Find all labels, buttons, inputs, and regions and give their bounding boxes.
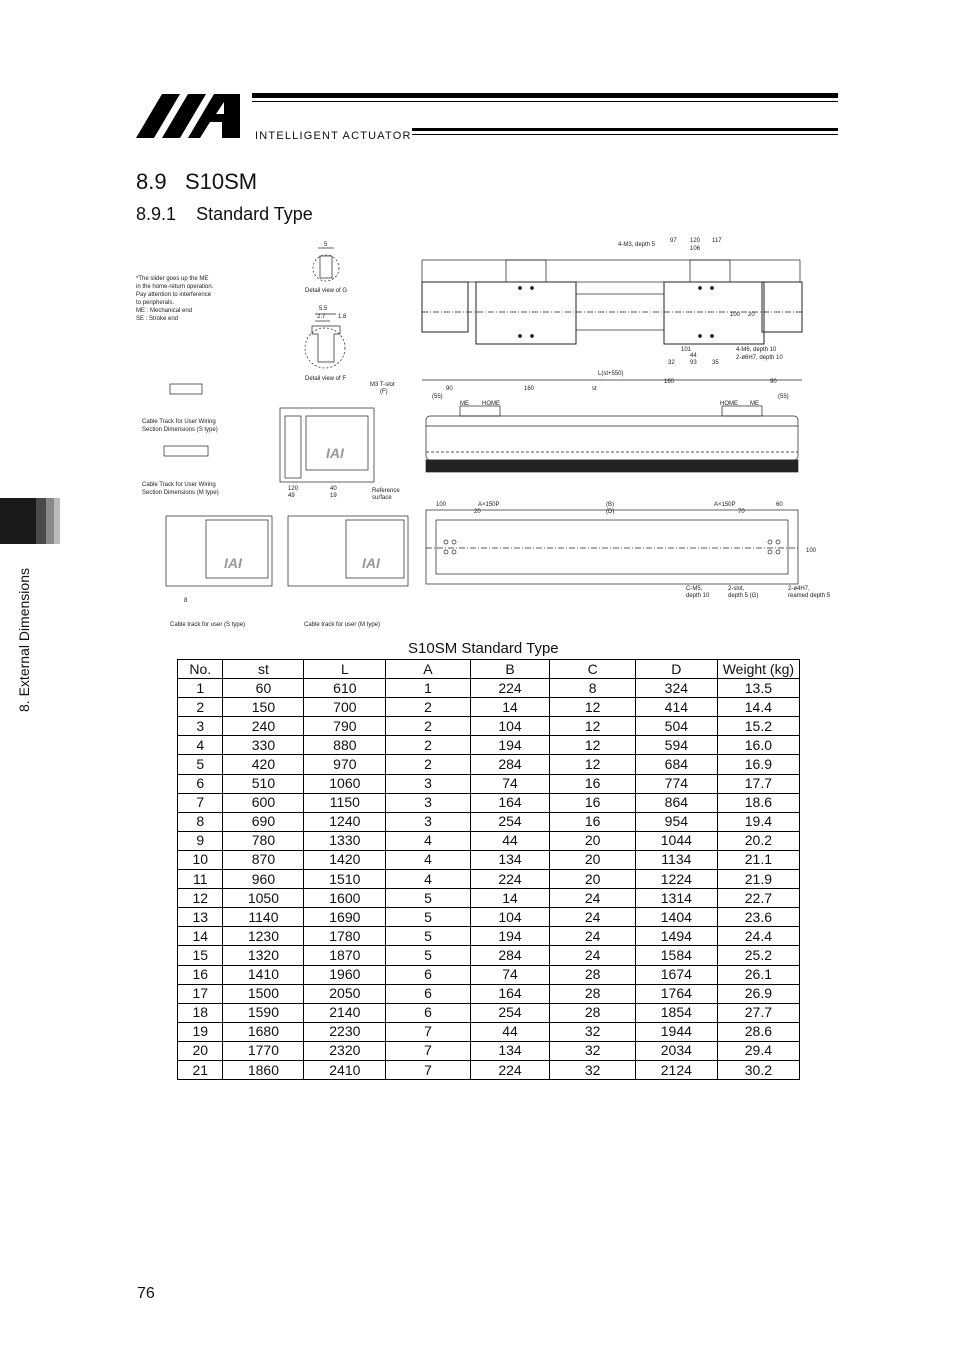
note-line: *The slider goes up the ME [136, 276, 209, 282]
table-cell: 1134 [635, 850, 717, 869]
table-cell: 2410 [304, 1060, 386, 1079]
table-cell: 2034 [635, 1041, 717, 1060]
table-cell: 1230 [223, 927, 304, 946]
svg-text:70: 70 [738, 509, 745, 515]
table-cell: 29.4 [717, 1041, 799, 1060]
table-cell: 2 [386, 736, 470, 755]
table-row [178, 927, 800, 946]
table-row [178, 946, 800, 965]
table-row [178, 793, 800, 812]
svg-text:(55): (55) [432, 394, 443, 400]
spec-table [177, 659, 800, 1080]
table-cell: 23.6 [717, 908, 799, 927]
svg-text:20: 20 [748, 312, 755, 318]
svg-text:IAI: IAI [362, 555, 380, 571]
table-cell: 1860 [223, 1060, 304, 1079]
detail-view-g [305, 242, 347, 294]
table-cell: 1140 [223, 908, 304, 927]
svg-text:HOME: HOME [720, 401, 738, 407]
table-row [178, 698, 800, 717]
table-cell: 16.9 [717, 755, 799, 774]
table-cell: 7 [178, 793, 223, 812]
table-cell: 104 [470, 717, 550, 736]
table-cell: 1674 [635, 965, 717, 984]
table-cell: 1600 [304, 889, 386, 908]
table-cell: 194 [470, 927, 550, 946]
column-header: Weight (kg) [717, 660, 799, 679]
svg-text:49: 49 [288, 493, 295, 499]
table-cell: 690 [223, 812, 304, 831]
table-cell: 20 [178, 1041, 223, 1060]
column-header: st [223, 660, 304, 679]
svg-text:20: 20 [474, 509, 481, 515]
table-cell: 1770 [223, 1041, 304, 1060]
table-cell: 284 [470, 755, 550, 774]
svg-text:depth 10: depth 10 [686, 593, 710, 599]
table-cell: 26.9 [717, 984, 799, 1003]
svg-text:90: 90 [770, 379, 777, 385]
table-cell: 6 [386, 965, 470, 984]
table-cell: 24 [550, 908, 635, 927]
table-cell: 5 [386, 889, 470, 908]
table-row [178, 908, 800, 927]
svg-text:160: 160 [664, 379, 675, 385]
table-cell: 1494 [635, 927, 717, 946]
table-cell: 13 [178, 908, 223, 927]
svg-text:Section Dimensions (M type): Section Dimensions (M type) [142, 490, 219, 496]
table-body [178, 679, 800, 1080]
table-cell: 44 [470, 1022, 550, 1041]
table-cell: 420 [223, 755, 304, 774]
svg-text:Detail view of F: Detail view of F [305, 376, 347, 382]
table-cell: 164 [470, 984, 550, 1003]
table-cell: 24 [550, 889, 635, 908]
table-cell: 1780 [304, 927, 386, 946]
table-cell: 780 [223, 831, 304, 850]
table-cell: 284 [470, 946, 550, 965]
table-cell: 7 [386, 1060, 470, 1079]
table-row [178, 774, 800, 793]
table-cell: 12 [550, 717, 635, 736]
table-cell: 134 [470, 1041, 550, 1060]
svg-text:35: 35 [712, 360, 719, 366]
table-cell: 1420 [304, 850, 386, 869]
table-cell: 510 [223, 774, 304, 793]
svg-text:(F): (F) [380, 389, 388, 395]
svg-text:Cable Track for User Wiring: Cable Track for User Wiring [142, 482, 216, 488]
svg-text:106: 106 [690, 246, 701, 252]
svg-text:Cable track for user (M type): Cable track for user (M type) [304, 622, 381, 628]
svg-text:IAI: IAI [326, 445, 344, 461]
table-cell: 1944 [635, 1022, 717, 1041]
cross-section [280, 382, 400, 501]
table-cell: 1060 [304, 774, 386, 793]
note-line: ME : Mechanical end [136, 308, 193, 314]
table-cell: 880 [304, 736, 386, 755]
svg-text:(B): (B) [606, 502, 614, 508]
header-rule-bottom [412, 128, 838, 131]
table-cell: 21 [178, 1060, 223, 1079]
table-cell: 3 [386, 793, 470, 812]
drawing-notes [136, 276, 214, 322]
table-cell: 1330 [304, 831, 386, 850]
table-row [178, 965, 800, 984]
table-cell: 2140 [304, 1003, 386, 1022]
table-cell: 28 [550, 1003, 635, 1022]
table-cell: 6 [386, 984, 470, 1003]
svg-text:120: 120 [690, 238, 701, 244]
svg-text:19: 19 [330, 493, 337, 499]
table-cell: 224 [470, 870, 550, 889]
table-cell: 1 [178, 679, 223, 698]
table-cell: 4 [386, 831, 470, 850]
table-cell: 12 [550, 698, 635, 717]
table-cell: 16 [178, 965, 223, 984]
table-cell: 7 [386, 1041, 470, 1060]
table-cell: 20.2 [717, 831, 799, 850]
table-cell: 324 [635, 679, 717, 698]
svg-text:93: 93 [690, 360, 697, 366]
svg-text:Reference: Reference [372, 488, 400, 494]
table-cell: 954 [635, 812, 717, 831]
svg-text:97: 97 [670, 238, 677, 244]
svg-text:reamed depth 5: reamed depth 5 [788, 593, 831, 599]
svg-text:C-M5,: C-M5, [686, 586, 703, 592]
table-cell: 30.2 [717, 1060, 799, 1079]
table-cell: 254 [470, 1003, 550, 1022]
table-row [178, 831, 800, 850]
svg-text:60: 60 [776, 502, 783, 508]
table-cell: 28 [550, 965, 635, 984]
svg-text:120: 120 [288, 486, 299, 492]
side-tab-shade-1 [36, 498, 46, 544]
table-cell: 414 [635, 698, 717, 717]
table-cell: 19.4 [717, 812, 799, 831]
table-cell: 194 [470, 736, 550, 755]
svg-text:Cable Track for User Wiring: Cable Track for User Wiring [142, 419, 216, 425]
svg-text:100: 100 [436, 502, 447, 508]
table-cell: 60 [223, 679, 304, 698]
svg-text:100: 100 [730, 312, 741, 318]
svg-text:L(st+550): L(st+550) [598, 371, 624, 377]
svg-text:Section Dimensions (S type): Section Dimensions (S type) [142, 427, 218, 433]
table-cell: 254 [470, 812, 550, 831]
svg-text:2-ø4H7,: 2-ø4H7, [788, 586, 810, 592]
svg-text:M3 T-slot: M3 T-slot [370, 382, 395, 388]
table-cell: 3 [178, 717, 223, 736]
svg-text:2.7: 2.7 [317, 314, 326, 320]
svg-text:ME: ME [460, 401, 469, 407]
table-cell: 504 [635, 717, 717, 736]
header-rule-top [252, 93, 838, 98]
table-row [178, 679, 800, 698]
table-cell: 960 [223, 870, 304, 889]
note-line: in the home-return operation. [136, 284, 214, 290]
table-cell: 104 [470, 908, 550, 927]
table-cell: 2230 [304, 1022, 386, 1041]
table-cell: 12 [178, 889, 223, 908]
table-cell: 2050 [304, 984, 386, 1003]
table-cell: 2124 [635, 1060, 717, 1079]
table-cell: 32 [550, 1022, 635, 1041]
table-cell: 1044 [635, 831, 717, 850]
table-cell: 1854 [635, 1003, 717, 1022]
side-tab-shade-2 [46, 498, 54, 544]
column-header: B [470, 660, 550, 679]
table-cell: 1584 [635, 946, 717, 965]
table-cell: 1590 [223, 1003, 304, 1022]
table-cell: 700 [304, 698, 386, 717]
side-tab-label: 8. External Dimensions [16, 568, 32, 712]
table-cell: 2320 [304, 1041, 386, 1060]
svg-text:5.5: 5.5 [319, 306, 328, 312]
svg-text:(D): (D) [606, 509, 615, 515]
svg-text:101: 101 [681, 347, 692, 353]
table-cell: 1410 [223, 965, 304, 984]
svg-text:st: st [592, 386, 597, 392]
table-cell: 17.7 [717, 774, 799, 793]
table-cell: 1 [386, 679, 470, 698]
table-cell: 18 [178, 1003, 223, 1022]
table-cell: 1150 [304, 793, 386, 812]
table-row [178, 850, 800, 869]
table-cell: 28 [550, 984, 635, 1003]
table-cell: 2 [386, 717, 470, 736]
table-cell: 1960 [304, 965, 386, 984]
table-row [178, 812, 800, 831]
column-header: A [386, 660, 470, 679]
top-view [422, 238, 802, 366]
side-tab-shade-3 [54, 498, 60, 544]
svg-text:2-ø6H7, depth 10: 2-ø6H7, depth 10 [736, 355, 783, 361]
table-cell: 27.7 [717, 1003, 799, 1022]
table-row [178, 717, 800, 736]
table-cell: 20 [550, 870, 635, 889]
table-cell: 14 [470, 889, 550, 908]
table-cell: 22.7 [717, 889, 799, 908]
svg-text:Cable track for user (S type): Cable track for user (S type) [170, 622, 246, 628]
svg-text:5: 5 [324, 242, 328, 248]
note-line: to peripherals. [136, 300, 175, 306]
table-cell: 26.1 [717, 965, 799, 984]
table-cell: 20 [550, 831, 635, 850]
table-cell: 3 [386, 812, 470, 831]
table-cell: 1690 [304, 908, 386, 927]
table-cell: 164 [470, 793, 550, 812]
column-header: No. [178, 660, 223, 679]
svg-text:160: 160 [524, 386, 535, 392]
svg-text:44: 44 [690, 353, 697, 359]
svg-text:40: 40 [330, 486, 337, 492]
table-cell: 2 [178, 698, 223, 717]
svg-text:117: 117 [712, 238, 722, 244]
table-cell: 5 [386, 927, 470, 946]
table-cell: 1510 [304, 870, 386, 889]
svg-text:Detail view of G: Detail view of G [305, 288, 348, 294]
table-cell: 224 [470, 679, 550, 698]
table-cell: 1404 [635, 908, 717, 927]
table-cell: 5 [178, 755, 223, 774]
svg-text:depth 5 (G): depth 5 (G) [728, 593, 759, 599]
detail-view-f [305, 306, 347, 382]
table-cell: 594 [635, 736, 717, 755]
table-cell: 150 [223, 698, 304, 717]
table-cell: 610 [304, 679, 386, 698]
table-cell: 21.1 [717, 850, 799, 869]
table-cell: 12 [550, 736, 635, 755]
table-cell: 1320 [223, 946, 304, 965]
table-cell: 2 [386, 698, 470, 717]
svg-text:surface: surface [372, 495, 392, 501]
svg-text:4-M3, depth 5: 4-M3, depth 5 [618, 242, 656, 248]
table-cell: 774 [635, 774, 717, 793]
table-cell: 1050 [223, 889, 304, 908]
table-cell: 11 [178, 870, 223, 889]
brand-tagline: INTELLIGENT ACTUATOR [255, 130, 412, 142]
table-cell: 1500 [223, 984, 304, 1003]
svg-text:100: 100 [806, 548, 817, 554]
table-cell: 10 [178, 850, 223, 869]
table-cell: 24 [550, 946, 635, 965]
svg-text:IAI: IAI [224, 555, 242, 571]
svg-text:4-M6, depth 10: 4-M6, depth 10 [736, 347, 777, 353]
table-cell: 13.5 [717, 679, 799, 698]
table-cell: 74 [470, 965, 550, 984]
table-cell: 5 [386, 908, 470, 927]
table-cell: 9 [178, 831, 223, 850]
table-cell: 12 [550, 755, 635, 774]
table-cell: 224 [470, 1060, 550, 1079]
table-cell: 19 [178, 1022, 223, 1041]
table-row [178, 870, 800, 889]
table-cell: 32 [550, 1060, 635, 1079]
svg-text:32: 32 [668, 360, 675, 366]
side-view [422, 371, 802, 472]
table-cell: 134 [470, 850, 550, 869]
table-cell: 1764 [635, 984, 717, 1003]
note-line: SE : Stroke end [136, 316, 179, 322]
table-cell: 8 [178, 812, 223, 831]
table-cell: 15 [178, 946, 223, 965]
table-cell: 1314 [635, 889, 717, 908]
table-cell: 14 [470, 698, 550, 717]
table-cell: 14 [178, 927, 223, 946]
svg-text:A×150P: A×150P [478, 502, 500, 508]
table-cell: 4 [386, 870, 470, 889]
table-cell: 8 [550, 679, 635, 698]
cable-track-user [166, 516, 408, 628]
table-cell: 20 [550, 850, 635, 869]
table-cell: 600 [223, 793, 304, 812]
column-header: D [635, 660, 717, 679]
page-number: 76 [137, 1285, 155, 1302]
svg-text:HOME: HOME [482, 401, 500, 407]
table-row [178, 889, 800, 908]
table-row [178, 1003, 800, 1022]
column-header: C [550, 660, 635, 679]
table-cell: 864 [635, 793, 717, 812]
svg-text:2-slot,: 2-slot, [728, 586, 745, 592]
brand-logo [136, 94, 248, 140]
table-cell: 16 [550, 812, 635, 831]
table-cell: 684 [635, 755, 717, 774]
table-cell: 7 [386, 1022, 470, 1041]
table-cell: 21.9 [717, 870, 799, 889]
svg-text:90: 90 [446, 386, 453, 392]
table-row [178, 1060, 800, 1079]
svg-text:8: 8 [184, 598, 188, 604]
table-cell: 6 [178, 774, 223, 793]
table-cell: 17 [178, 984, 223, 1003]
table-cell: 28.6 [717, 1022, 799, 1041]
header-rule-mid [252, 101, 838, 102]
table-row [178, 736, 800, 755]
table-cell: 3 [386, 774, 470, 793]
table-cell: 240 [223, 717, 304, 736]
table-cell: 4 [386, 850, 470, 869]
table-cell: 4 [178, 736, 223, 755]
subsection-title: 8.9.1 Standard Type [136, 204, 313, 224]
table-cell: 330 [223, 736, 304, 755]
table-cell: 24.4 [717, 927, 799, 946]
bottom-view [426, 502, 831, 599]
table-cell: 25.2 [717, 946, 799, 965]
header-rule-bottom-thin [412, 134, 838, 135]
svg-text:A×150P: A×150P [714, 502, 736, 508]
table-cell: 790 [304, 717, 386, 736]
table-cell: 16 [550, 793, 635, 812]
table-cell: 1870 [304, 946, 386, 965]
cable-track-sections [142, 384, 219, 496]
table-cell: 14.4 [717, 698, 799, 717]
table-cell: 16 [550, 774, 635, 793]
table-cell: 18.6 [717, 793, 799, 812]
table-cell: 2 [386, 755, 470, 774]
table-cell: 24 [550, 927, 635, 946]
table-cell: 6 [386, 1003, 470, 1022]
table-cell: 32 [550, 1041, 635, 1060]
svg-text:1.8: 1.8 [338, 314, 347, 320]
svg-text:(55): (55) [778, 394, 789, 400]
table-cell: 15.2 [717, 717, 799, 736]
table-cell: 16.0 [717, 736, 799, 755]
table-row [178, 984, 800, 1003]
table-cell: 44 [470, 831, 550, 850]
svg-text:ME: ME [750, 401, 759, 407]
table-caption: S10SM Standard Type [408, 640, 559, 657]
table-cell: 5 [386, 946, 470, 965]
table-header-row [178, 660, 800, 679]
table-cell: 970 [304, 755, 386, 774]
table-cell: 1224 [635, 870, 717, 889]
section-title: 8.9 S10SM [136, 169, 258, 194]
table-cell: 1240 [304, 812, 386, 831]
dimension-drawing [130, 230, 842, 634]
table-cell: 870 [223, 850, 304, 869]
table-row [178, 1041, 800, 1060]
table-row [178, 755, 800, 774]
table-cell: 1680 [223, 1022, 304, 1041]
table-row [178, 1022, 800, 1041]
side-tab-block [0, 498, 36, 544]
note-line: Pay attention to interference [136, 292, 212, 298]
table-cell: 74 [470, 774, 550, 793]
column-header: L [304, 660, 386, 679]
